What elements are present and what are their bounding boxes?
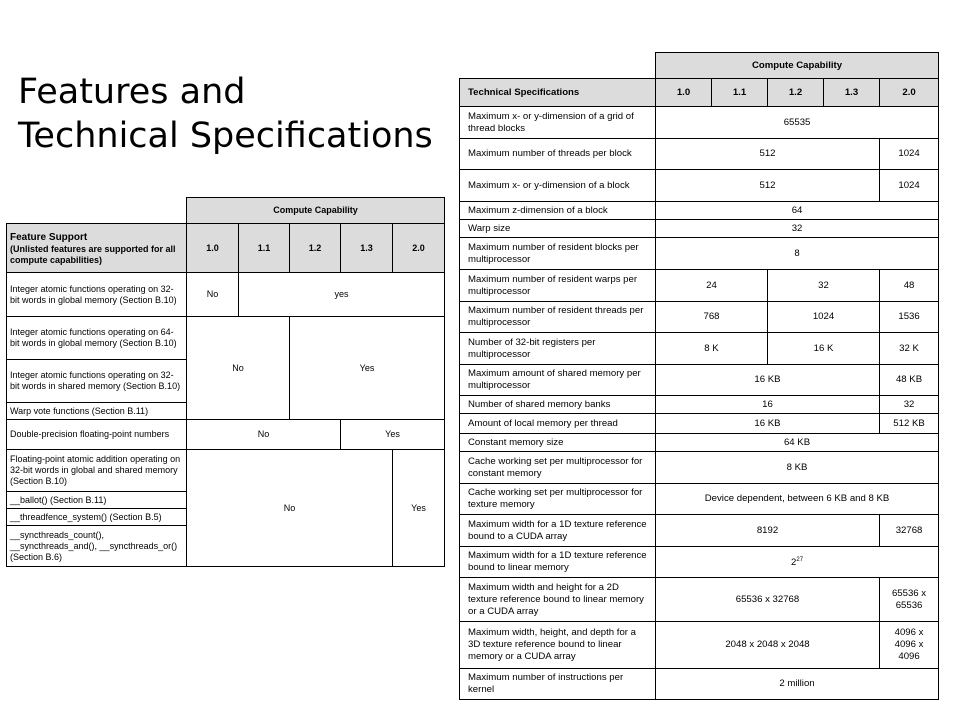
spec-row (460, 484, 939, 515)
feature-value: No (187, 273, 239, 317)
spec-label: Cache working set per multiprocessor for texture memory (460, 484, 656, 515)
spec-version-1-3: 1.3 (824, 79, 880, 107)
spec-row (460, 578, 939, 622)
spec-corner-blank (460, 53, 656, 79)
spec-value: 16 KB (656, 365, 880, 396)
spec-row (460, 238, 939, 270)
feature-label: Integer atomic functions operating on 32-bit words in global memory (Section B.10) (7, 273, 187, 317)
spec-row (460, 547, 939, 578)
feature-label: Floating-point atomic addition operating on 32-bit words in global and shared memory (Section B.10) (7, 450, 187, 492)
feature-label: Warp vote functions (Section B.11) (7, 403, 187, 420)
feature-row (7, 317, 445, 360)
spec-row (460, 396, 939, 414)
feature-row (7, 420, 445, 450)
spec-value: 2 million (656, 669, 939, 700)
feature-version-2-0: 2.0 (393, 224, 445, 273)
feature-row-header (7, 224, 187, 273)
spec-value: 8 K (656, 333, 768, 365)
slide-title-line-1: Features and (18, 72, 246, 112)
spec-value: 4096 x 4096 x 4096 (880, 622, 939, 669)
feature-row-header-title: Feature Support (10, 231, 88, 243)
spec-value: 65536 x 32768 (656, 578, 880, 622)
spec-row (460, 333, 939, 365)
spec-label: Constant memory size (460, 434, 656, 452)
feature-value: No (187, 420, 341, 450)
spec-value: 8 (656, 238, 939, 270)
spec-row (460, 622, 939, 669)
spec-value: 32 (768, 270, 880, 302)
feature-label: Double-precision floating-point numbers (7, 420, 187, 450)
spec-row (460, 107, 939, 139)
feature-version-1-1: 1.1 (239, 224, 290, 273)
feature-row (7, 273, 445, 317)
spec-value: 48 KB (880, 365, 939, 396)
slide-title (18, 70, 433, 158)
spec-row (460, 139, 939, 170)
spec-version-2-0: 2.0 (880, 79, 939, 107)
spec-value-base: 2 (791, 557, 797, 569)
feature-group-header-row (7, 198, 445, 224)
spec-row (460, 170, 939, 202)
spec-version-1-1: 1.1 (712, 79, 768, 107)
slide-title-line-2: Technical Specifications (18, 116, 433, 156)
spec-label: Number of shared memory banks (460, 396, 656, 414)
feature-support-table (6, 197, 445, 567)
spec-label: Amount of local memory per thread (460, 414, 656, 434)
spec-version-header-row (460, 79, 939, 107)
spec-value: 512 (656, 170, 880, 202)
spec-version-1-2: 1.2 (768, 79, 824, 107)
spec-value: 64 KB (656, 434, 939, 452)
spec-value: 8 KB (656, 452, 939, 484)
feature-group-header: Compute Capability (187, 198, 445, 224)
spec-value: 32 K (880, 333, 939, 365)
feature-version-1-2: 1.2 (290, 224, 341, 273)
spec-value: 16 K (768, 333, 880, 365)
feature-version-1-0: 1.0 (187, 224, 239, 273)
spec-row (460, 220, 939, 238)
spec-label: Maximum number of instructions per kernel (460, 669, 656, 700)
spec-row (460, 452, 939, 484)
feature-value: No (187, 317, 290, 420)
spec-label: Maximum x- or y-dimension of a block (460, 170, 656, 202)
spec-label: Maximum amount of shared memory per multiprocessor (460, 365, 656, 396)
spec-value: 32 (880, 396, 939, 414)
spec-label: Maximum width, height, and depth for a 3D texture reference bound to linear memory or a CUDA array (460, 622, 656, 669)
spec-value (656, 547, 939, 578)
spec-value-exponent: 27 (796, 557, 804, 564)
spec-value: 65536 x 65536 (880, 578, 939, 622)
feature-corner-blank (7, 198, 187, 224)
technical-specifications-table (459, 52, 939, 700)
spec-value: 65535 (656, 107, 939, 139)
spec-value: 32768 (880, 515, 939, 547)
spec-row (460, 515, 939, 547)
spec-label: Cache working set per multiprocessor for constant memory (460, 452, 656, 484)
spec-label: Number of 32-bit registers per multiprocessor (460, 333, 656, 365)
spec-label: Maximum number of resident threads per multiprocessor (460, 302, 656, 333)
feature-value: Yes (290, 317, 445, 420)
spec-row (460, 202, 939, 220)
spec-version-1-0: 1.0 (656, 79, 712, 107)
feature-label: __syncthreads_count(), __syncthreads_and(), __syncthreads_or() (Section B.6) (7, 526, 187, 567)
spec-value: 1024 (880, 170, 939, 202)
feature-label: Integer atomic functions operating on 64-bit words in global memory (Section B.10) (7, 317, 187, 360)
spec-label: Maximum width for a 1D texture reference bound to a CUDA array (460, 515, 656, 547)
feature-label: Integer atomic functions operating on 32-bit words in shared memory (Section B.10) (7, 360, 187, 403)
spec-value: 1024 (880, 139, 939, 170)
spec-value: 16 KB (656, 414, 880, 434)
feature-version-header-row (7, 224, 445, 273)
spec-value: 16 (656, 396, 880, 414)
feature-label: __ballot() (Section B.11) (7, 492, 187, 509)
spec-label: Maximum number of resident warps per multiprocessor (460, 270, 656, 302)
spec-value: 768 (656, 302, 768, 333)
feature-value: No (187, 450, 393, 567)
spec-label: Maximum width and height for a 2D texture reference bound to linear memory or a CUDA array (460, 578, 656, 622)
feature-version-1-3: 1.3 (341, 224, 393, 273)
spec-row (460, 669, 939, 700)
feature-value: Yes (393, 450, 445, 567)
spec-row-header: Technical Specifications (460, 79, 656, 107)
spec-label: Warp size (460, 220, 656, 238)
spec-label: Maximum z-dimension of a block (460, 202, 656, 220)
spec-value: 8192 (656, 515, 880, 547)
spec-value: 24 (656, 270, 768, 302)
spec-label: Maximum number of threads per block (460, 139, 656, 170)
spec-label: Maximum x- or y-dimension of a grid of thread blocks (460, 107, 656, 139)
feature-row (7, 450, 445, 492)
feature-value: Yes (341, 420, 445, 450)
spec-row (460, 365, 939, 396)
spec-row (460, 270, 939, 302)
spec-value: 64 (656, 202, 939, 220)
spec-row (460, 414, 939, 434)
spec-value: Device dependent, between 6 KB and 8 KB (656, 484, 939, 515)
spec-value: 2048 x 2048 x 2048 (656, 622, 880, 669)
spec-row (460, 434, 939, 452)
spec-group-header: Compute Capability (656, 53, 939, 79)
spec-value: 1024 (768, 302, 880, 333)
spec-value: 48 (880, 270, 939, 302)
spec-group-header-row (460, 53, 939, 79)
spec-value: 32 (656, 220, 939, 238)
spec-label: Maximum width for a 1D texture reference bound to linear memory (460, 547, 656, 578)
spec-value: 512 KB (880, 414, 939, 434)
spec-value: 1536 (880, 302, 939, 333)
spec-label: Maximum number of resident blocks per multiprocessor (460, 238, 656, 270)
feature-row-header-note: (Unlisted features are supported for all compute capabilities) (10, 243, 176, 265)
feature-value: yes (239, 273, 445, 317)
spec-value: 512 (656, 139, 880, 170)
spec-row (460, 302, 939, 333)
feature-label: __threadfence_system() (Section B.5) (7, 509, 187, 526)
